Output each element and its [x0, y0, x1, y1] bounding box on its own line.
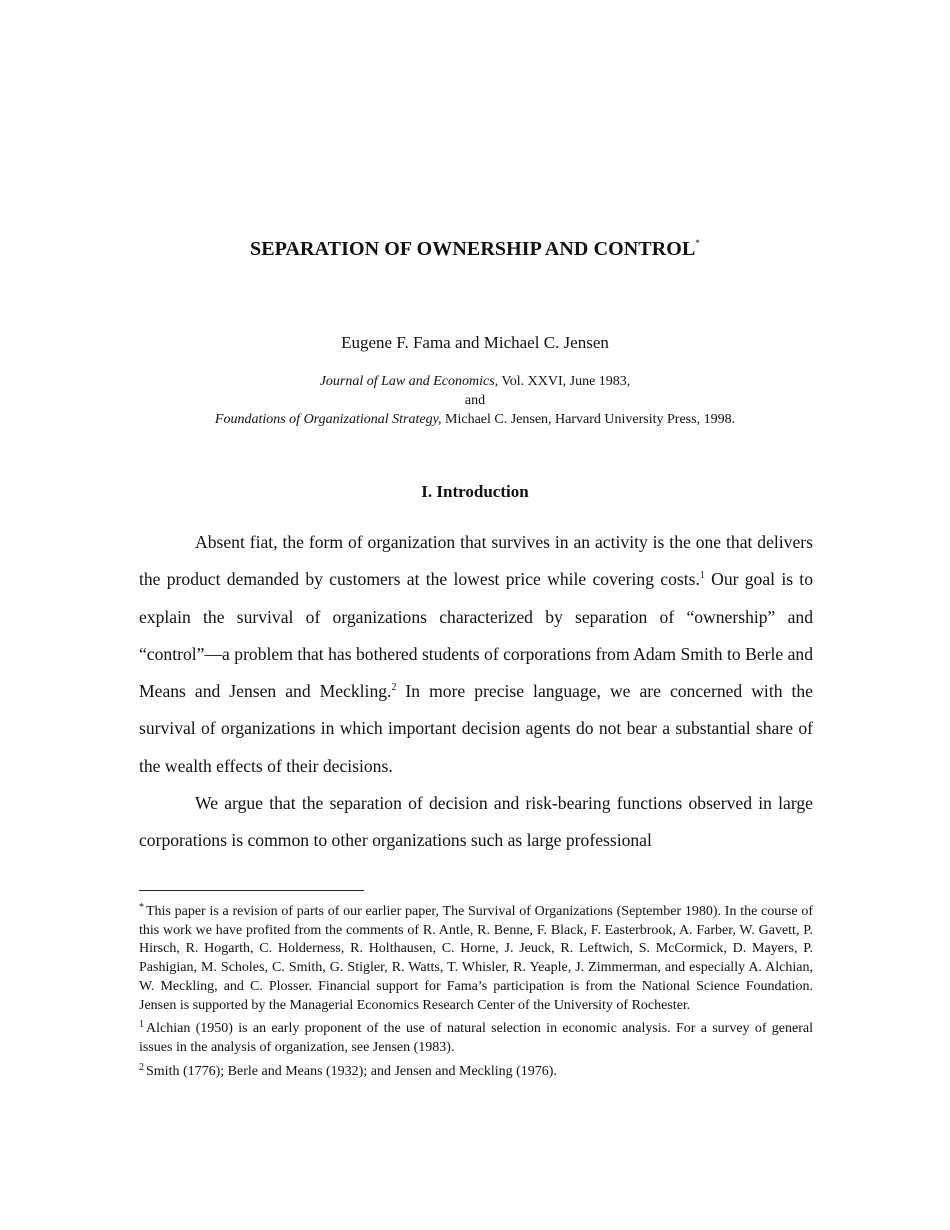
- paper-title-text: SEPARATION OF OWNERSHIP AND CONTROL: [249, 238, 696, 260]
- footnote-mark: 1: [139, 1019, 144, 1031]
- citation-book: [0, 412, 950, 428]
- paragraph-1-part-a: Absent fiat, the form of organization that survives in an activity is the one that delivers the product demanded by customers at the lowest price while covering costs.: [139, 532, 813, 590]
- paragraph-2-text: We argue that the separation of decision and risk-bearing functions observed in large corporations is common to other organizations such as large professional: [139, 793, 813, 851]
- body-text: [139, 524, 813, 860]
- footnote-ref-2: 2: [391, 682, 397, 694]
- footnote-ref-1: 1: [699, 570, 705, 582]
- footnote-mark: *: [139, 902, 144, 913]
- journal-details: , Vol. XXVI, June 1983,: [494, 374, 631, 389]
- book-details: Michael C. Jensen, Harvard University Press, 1998.: [441, 412, 736, 427]
- title-footnote-mark: *: [695, 238, 700, 248]
- paragraph-1-part-b: Our goal is to explain the survival of organizations characterized by separation of “ownership” and “control”—a problem that has bothered students of corporations from Adam Smith to Berle and Means and Jensen and Meckling.: [139, 569, 813, 702]
- book-title: Foundations of Organizational Strategy,: [214, 412, 442, 427]
- footnote-2: [139, 1063, 813, 1082]
- citation-journal: [0, 374, 950, 390]
- footnote-mark: 2: [139, 1061, 144, 1073]
- author-line: Eugene F. Fama and Michael C. Jensen: [341, 333, 609, 352]
- paragraph-1-part-c: In more precise language, we are concerned with the survival of organizations in which important decision agents do not bear a substantial share of the wealth effects of their decisions.: [139, 681, 813, 776]
- footnote-divider: [139, 890, 364, 891]
- footnote-text: Alchian (1950) is an early proponent of the use of natural selection in economic analysis. For a survey of general issues in the analysis of organization, see Jensen (1983).: [139, 1021, 813, 1055]
- journal-name: Journal of Law and Economics: [319, 374, 495, 389]
- footnote-text: This paper is a revision of parts of our earlier paper, The Survival of Organizations (September 1980). In the course of this work we have profited from the comments of R. Antle, R. Benne, F. Black, F. Easterbrook, A. Farber, W. Gavett, P. Hirsch, R. Hogarth, C. Holderness, R. Holthausen, C. Horne, J. Jeuck, R. Leftwich, S. McCormick, D. Mayers, P. Pashigian, M. Scholes, C. Smith, G. Stigler, R. Watts, T. Whisler, R. Yeaple, J. Zimmerman, and especially A. Alchian, W. Meckling, and C. Plosser. Financial support for Fama’s participation is from the National Science Foundation. Jensen is supported by the Managerial Economics Research Center of the University of Rochester.: [139, 904, 813, 1013]
- footnote-1: [139, 1020, 813, 1057]
- paragraph-1: [139, 524, 813, 785]
- footnote-star: [139, 903, 813, 1015]
- citation-and: and: [464, 393, 486, 408]
- footnote-text: Smith (1776); Berle and Means (1932); and Jensen and Meckling (1976).: [146, 1063, 557, 1079]
- paper-title: [0, 238, 950, 261]
- footnotes: [139, 903, 813, 1086]
- paragraph-2: [139, 785, 813, 860]
- section-heading: I. Introduction: [421, 482, 529, 501]
